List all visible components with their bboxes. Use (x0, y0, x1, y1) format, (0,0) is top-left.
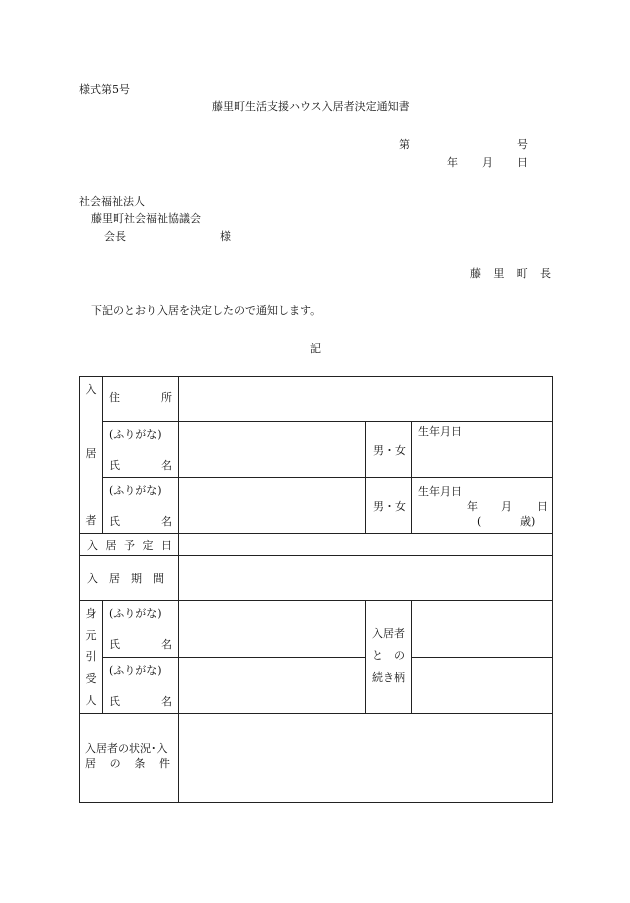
guarantor2-relation-field[interactable] (412, 657, 553, 713)
resident1-birthdate-cell[interactable]: 生年月日 (412, 422, 553, 478)
ki-label: 記 (310, 342, 321, 355)
resident2-gender-cell[interactable]: 男・女 (366, 478, 412, 534)
period-field[interactable] (179, 556, 553, 601)
resident2-birthdate-cell[interactable]: 生年月日 年 月 日 ( 歳) (412, 478, 553, 534)
planned-date-label-cell: 入 居 予 定 日 (80, 534, 179, 556)
planned-date-field[interactable] (179, 534, 553, 556)
date-month-label: 月 (482, 156, 493, 169)
resident-label-cell: 入 居 者 (80, 377, 103, 534)
recipient-honorific: 様 (220, 230, 231, 243)
resident1-name-field[interactable] (179, 422, 366, 478)
date-day-label: 日 (517, 156, 528, 169)
condition-label-cell: 入居者の状況･入 居 の 条 件 (80, 713, 179, 802)
address-field[interactable] (179, 377, 553, 422)
form-number: 様式第5号 (79, 83, 130, 96)
doc-number-suffix: 号 (517, 138, 528, 151)
guarantor1-name-label-cell: (ふりがな) 氏 名 (103, 601, 179, 657)
guarantor2-name-label-cell: (ふりがな) 氏 名 (103, 657, 179, 713)
doc-number-prefix: 第 (399, 138, 410, 151)
body-text: 下記のとおり入居を決定したので通知します。 (91, 304, 322, 317)
recipient-corp-type: 社会福祉法人 (79, 195, 145, 208)
recipient-title: 会長 (104, 230, 126, 243)
condition-field[interactable] (179, 713, 553, 802)
resident1-name-label-cell: (ふりがな) 氏 名 (103, 422, 179, 478)
document-title: 藤里町生活支援ハウス入居者決定通知書 (212, 100, 410, 113)
address-label-cell: 住 所 (103, 377, 179, 422)
guarantor1-relation-field[interactable] (412, 601, 553, 657)
period-label-cell: 入 居 期 間 (80, 556, 179, 601)
guarantor2-name-field[interactable] (179, 657, 366, 713)
resident2-name-label-cell: (ふりがな) 氏 名 (103, 478, 179, 534)
sender-name: 藤 里 町 長 (470, 267, 551, 280)
guarantor-label-cell: 身 元 引 受 人 (80, 601, 103, 713)
date-year-label: 年 (447, 156, 458, 169)
resident1-gender-cell[interactable]: 男・女 (366, 422, 412, 478)
resident-form-table (79, 376, 553, 803)
resident2-name-field[interactable] (179, 478, 366, 534)
recipient-organization: 藤里町社会福祉協議会 (91, 212, 201, 225)
guarantor1-name-field[interactable] (179, 601, 366, 657)
relation-label-cell: 入居者 と の 続き柄 (366, 601, 412, 713)
